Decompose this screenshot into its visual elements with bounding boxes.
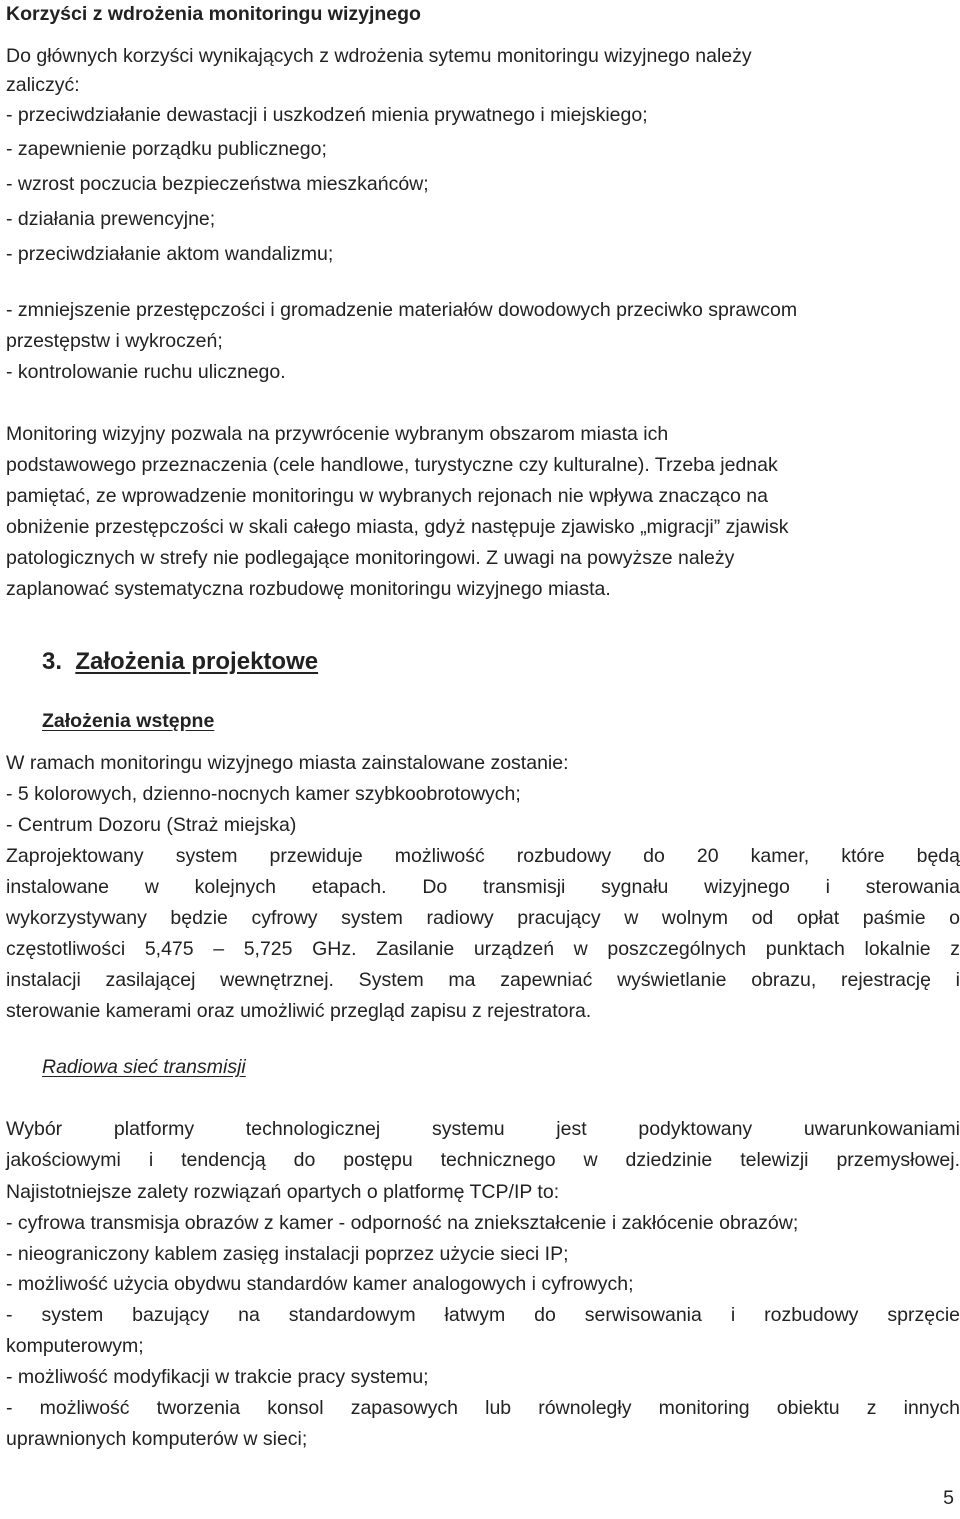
list-item: - kontrolowanie ruchu ulicznego. <box>6 361 286 383</box>
list-item: - możliwość tworzenia konsol zapasowych lub równoległy monitoring obiektu z innych <box>6 1397 960 1419</box>
intro-line-2: zaliczyć: <box>6 74 80 96</box>
paragraph-line: instalowane w kolejnych etapach. Do transmisji sygnału wizyjnego i sterowania <box>6 876 960 898</box>
list-item: - 5 kolorowych, dzienno-nocnych kamer szybkoobrotowych; <box>6 783 521 805</box>
paragraph-line: Zaprojektowany system przewiduje możliwość rozbudowy do 20 kamer, które będą <box>6 845 960 867</box>
list-item: - działania prewencyjne; <box>6 208 216 230</box>
paragraph-line: Monitoring wizyjny pozwala na przywrócenie wybranym obszarom miasta ich <box>6 423 669 445</box>
page-number: 5 <box>943 1487 954 1509</box>
paragraph-line: patologicznych w strefy nie podlegające monitoringowi. Z uwagi na powyższe należy <box>6 547 735 569</box>
paragraph-line: pamiętać, ze wprowadzenie monitoringu w wybranych rejonach nie wpływa znacząco na <box>6 485 768 507</box>
paragraph-line: zaplanować systematyczna rozbudowę monitoringu wizyjnego miasta. <box>6 578 611 600</box>
list-item: - możliwość użycia obydwu standardów kamer analogowych i cyfrowych; <box>6 1273 634 1295</box>
chapter-title: Założenia projektowe <box>75 648 319 675</box>
list-item: przestępstw i wykroczeń; <box>6 330 223 352</box>
list-item: - system bazujący na standardowym łatwym do serwisowania i rozbudowy sprzęcie <box>6 1304 960 1326</box>
list-item: - zapewnienie porządku publicznego; <box>6 138 327 160</box>
chapter-heading <box>42 650 318 674</box>
paragraph-line: sterowanie kamerami oraz umożliwić przegląd zapisu z rejestratora. <box>6 1000 592 1022</box>
paragraph-line: W ramach monitoringu wizyjnego miasta zainstalowane zostanie: <box>6 752 569 774</box>
subheading-radio: Radiowa sieć transmisji <box>42 1056 246 1078</box>
paragraph-line: instalacji zasilającej wewnętrznej. System ma zapewniać wyświetlanie obrazu, rejestrację i <box>6 969 960 991</box>
paragraph-line: jakościowymi i tendencją do postępu technicznego w dziedzinie telewizji przemysłowej. <box>6 1149 960 1171</box>
list-item: - wzrost poczucia bezpieczeństwa mieszkańców; <box>6 173 429 195</box>
list-item: - cyfrowa transmisja obrazów z kamer - odporność na zniekształcenie i zakłócenie obrazów; <box>6 1212 799 1234</box>
list-item: uprawnionych komputerów w sieci; <box>6 1428 308 1450</box>
chapter-number: 3. <box>42 648 63 675</box>
list-item: - przeciwdziałanie dewastacji i uszkodzeń mienia prywatnego i miejskiego; <box>6 104 648 126</box>
paragraph-line: częstotliwości 5,475 – 5,725 GHz. Zasilanie urządzeń w poszczególnych punktach lokalnie z <box>6 938 960 960</box>
subheading-initial: Założenia wstępne <box>42 710 215 732</box>
intro-line-1: Do głównych korzyści wynikających z wdrożenia sytemu monitoringu wizyjnego należy <box>6 45 752 67</box>
list-item: - możliwość modyfikacji w trakcie pracy systemu; <box>6 1366 429 1388</box>
paragraph-line: wykorzystywany będzie cyfrowy system radiowy pracujący w wolnym od opłat paśmie o <box>6 907 960 929</box>
list-item: - zmniejszenie przestępczości i gromadzenie materiałów dowodowych przeciwko sprawcom <box>6 299 798 321</box>
list-item: komputerowym; <box>6 1335 144 1357</box>
list-item: - nieograniczony kablem zasięg instalacji poprzez użycie sieci IP; <box>6 1243 569 1265</box>
section-heading: Korzyści z wdrożenia monitoringu wizyjnego <box>6 3 421 25</box>
paragraph-line: obniżenie przestępczości w skali całego miasta, gdyż następuje zjawisko „migracji” zjawisk <box>6 516 789 538</box>
list-item: - przeciwdziałanie aktom wandalizmu; <box>6 243 334 265</box>
list-item: - Centrum Dozoru (Straż miejska) <box>6 814 297 836</box>
paragraph-line: Wybór platformy technologicznej systemu jest podyktowany uwarunkowaniami <box>6 1118 960 1140</box>
paragraph-line: Najistotniejsze zalety rozwiązań opartych o platformę TCP/IP to: <box>6 1181 560 1203</box>
paragraph-line: podstawowego przeznaczenia (cele handlowe, turystyczne czy kulturalne). Trzeba jednak <box>6 454 778 476</box>
